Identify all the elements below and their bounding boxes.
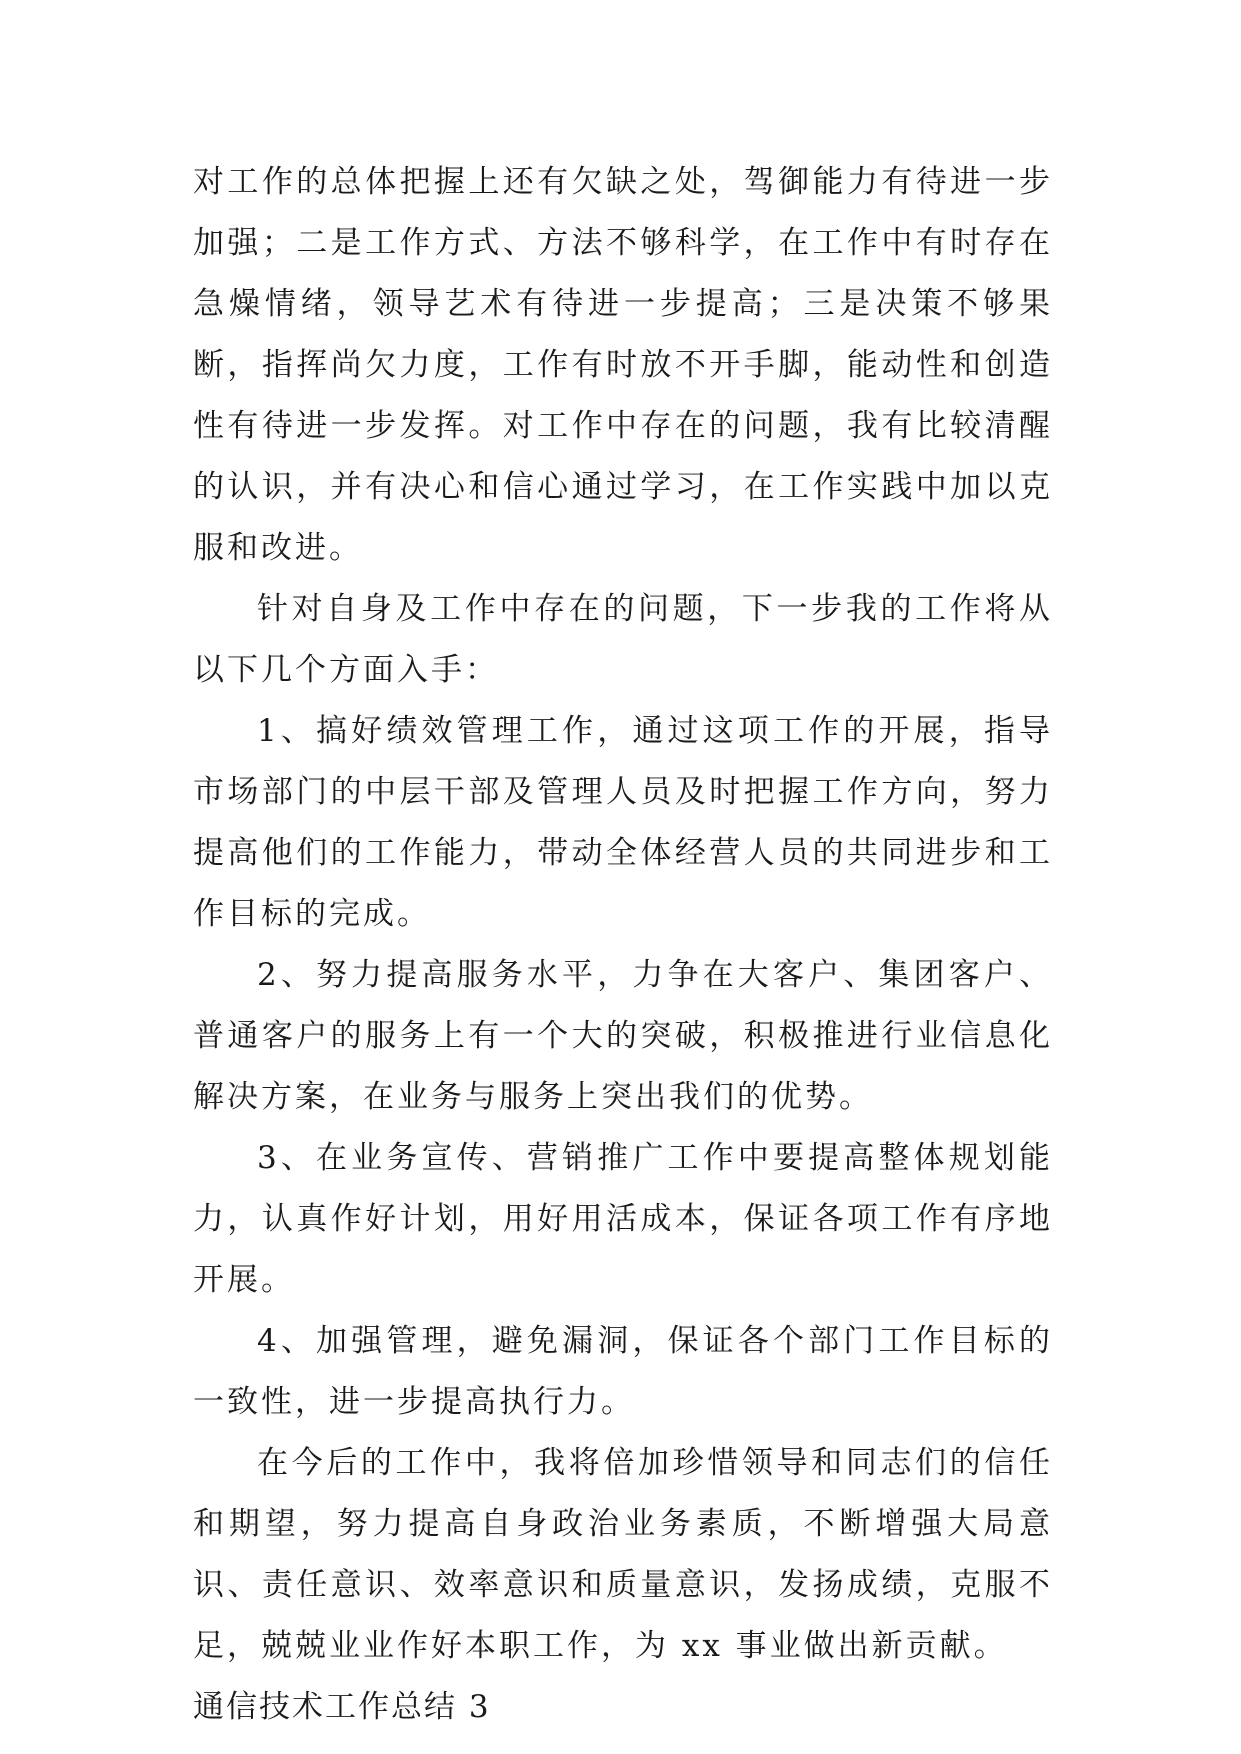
section-heading: 通信技术工作总结 3	[193, 1689, 491, 1725]
paragraph-2: 针对自身及工作中存在的问题，下一步我的工作将从以下几个方面入手：	[193, 591, 1053, 688]
list-item-2: 2、努力提高服务水平，力争在大客户、集团客户、普通客户的服务上有一个大的突破，积极推进行业信息化解决方案，在业务与服务上突出我们的优势。	[193, 957, 1053, 1115]
list-item-4: 4、加强管理，避免漏洞，保证各个部门工作目标的一致性，进一步提高执行力。	[193, 1323, 1053, 1420]
paragraph-1: 对工作的总体把握上还有欠缺之处，驾御能力有待进一步加强；二是工作方式、方法不够科学，在工作中有时存在急燥情绪，领导艺术有待进一步提高；三是决策不够果断，指挥尚欠力度，工作有时放不开手脚，能动性和创造性有待进一步发挥。对工作中存在的问题，我有比较清醒的认识，并有决心和信心通过学习，在工作实践中加以克服和改进。	[193, 164, 1053, 566]
document-body	[193, 152, 1053, 1738]
list-item-1: 1、搞好绩效管理工作，通过这项工作的开展，指导市场部门的中层干部及管理人员及时把握工作方向，努力提高他们的工作能力，带动全体经营人员的共同进步和工作目标的完成。	[193, 713, 1053, 932]
paragraph-closing: 在今后的工作中，我将倍加珍惜领导和同志们的信任和期望，努力提高自身政治业务素质，不断增强大局意识、责任意识、效率意识和质量意识，发扬成绩，克服不足，兢兢业业作好本职工作，为 xx 事业做出新贡献。	[193, 1445, 1053, 1664]
list-item-3: 3、在业务宣传、营销推广工作中要提高整体规划能力，认真作好计划，用好用活成本，保证各项工作有序地开展。	[193, 1140, 1053, 1298]
